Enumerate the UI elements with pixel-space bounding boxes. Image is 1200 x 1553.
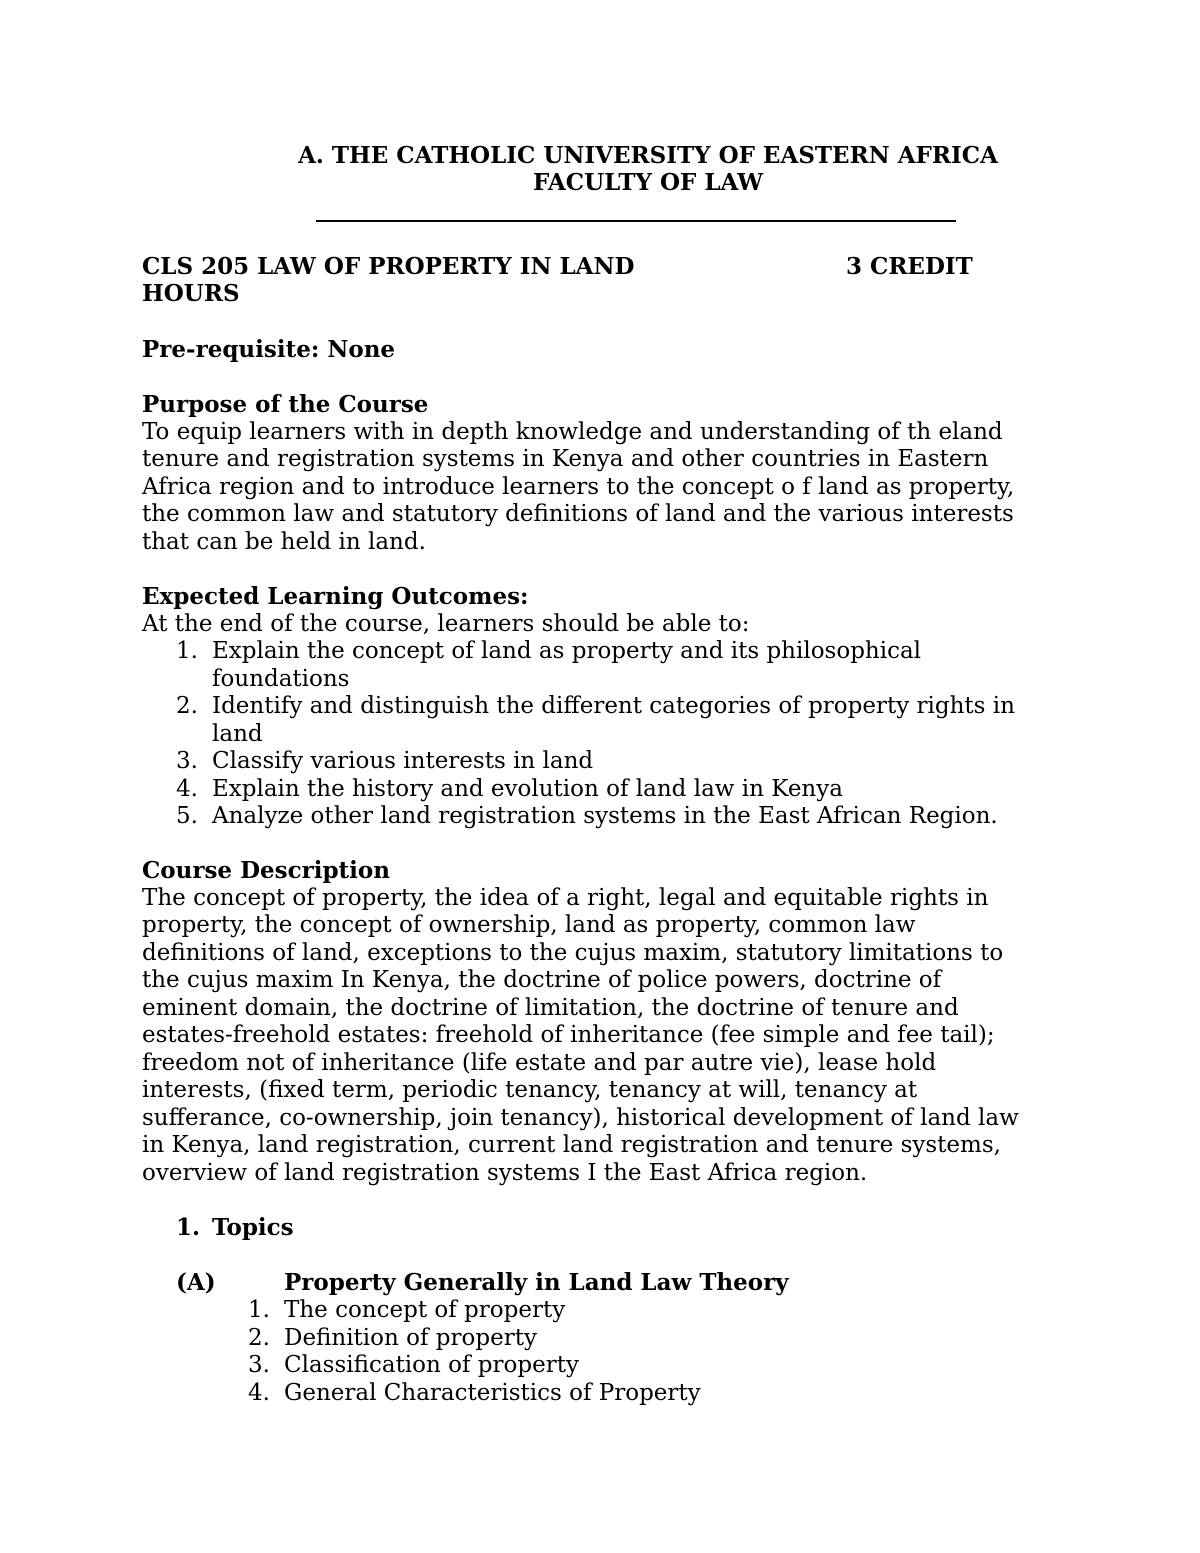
prerequisite: Pre-requisite: None	[142, 336, 396, 363]
description-line: the cujus maxim In Kenya, the doctrine of police powers, doctrine of	[142, 967, 942, 993]
course-code-title: CLS 205 LAW OF PROPERTY IN LAND	[142, 253, 635, 280]
list-number: 3.	[248, 1352, 270, 1378]
list-text: land	[212, 720, 263, 747]
purpose-section	[142, 391, 1062, 556]
list-text: Analyze other land registration systems in the East African Region.	[212, 803, 998, 829]
list-number: 1.	[176, 638, 198, 664]
list-item	[142, 693, 1062, 721]
list-item	[248, 1352, 1048, 1380]
description-line: definitions of land, exceptions to the cujus maxim, statutory limitations to	[142, 939, 1004, 966]
description-line: The concept of property, the idea of a right, legal and equitable rights in	[142, 884, 989, 911]
purpose-line: the common law and statutory definitions of land and the various interests	[142, 501, 1014, 527]
list-item	[142, 803, 1062, 831]
list-number: 1.	[248, 1297, 270, 1323]
list-number: 5.	[176, 803, 198, 829]
list-text: Classify various interests in land	[212, 748, 594, 774]
list-text: foundations	[212, 665, 350, 692]
list-text: General Characteristics of Property	[284, 1379, 701, 1406]
section-title: Property Generally in Land Law Theory	[284, 1269, 789, 1296]
list-item-continuation	[142, 666, 1062, 694]
list-text: Classification of property	[284, 1352, 579, 1378]
description-line: eminent domain, the doctrine of limitation, the doctrine of tenure and	[142, 994, 959, 1021]
topics-heading: Topics	[212, 1214, 294, 1241]
header-rule	[316, 220, 956, 222]
list-item	[142, 638, 1062, 666]
course-credits-hours: HOURS	[142, 280, 240, 307]
description-heading: Course Description	[142, 857, 390, 884]
list-text: Identify and distinguish the different categories of property rights in	[212, 693, 1015, 719]
list-item	[142, 748, 1062, 776]
list-number: 4.	[176, 775, 198, 802]
purpose-line: tenure and registration systems in Kenya and other countries in Eastern	[142, 446, 989, 472]
purpose-heading: Purpose of the Course	[142, 391, 429, 418]
faculty-title: FACULTY OF LAW	[532, 169, 764, 196]
list-number: 2.	[248, 1324, 270, 1351]
description-section	[142, 857, 1062, 1187]
list-item	[248, 1297, 1048, 1325]
outcomes-intro: At the end of the course, learners should be able to:	[142, 610, 750, 637]
description-line: interests, (fixed term, periodic tenancy, tenancy at will, tenancy at	[142, 1077, 918, 1103]
purpose-line: Africa region and to introduce learners to the concept o f land as property,	[142, 473, 1015, 500]
purpose-line: To equip learners with in depth knowledge and understanding of th eland	[142, 418, 1003, 445]
outcomes-list	[142, 638, 1062, 831]
outcomes-heading: Expected Learning Outcomes:	[142, 583, 529, 610]
description-line: in Kenya, land registration, current land registration and tenure systems,	[142, 1132, 1001, 1158]
list-item	[142, 776, 1062, 804]
list-text: The concept of property	[284, 1297, 566, 1323]
course-credits: 3 CREDIT	[846, 253, 973, 280]
description-line: estates-freehold estates: freehold of inheritance (fee simple and fee tail);	[142, 1022, 995, 1048]
list-number: 3.	[176, 748, 198, 774]
purpose-line: that can be held in land.	[142, 528, 426, 555]
list-number: 2.	[176, 693, 198, 719]
description-line: overview of land registration systems I the East Africa region.	[142, 1159, 868, 1186]
list-text: Explain the history and evolution of land law in Kenya	[212, 775, 843, 802]
topics-number: 1.	[176, 1214, 201, 1241]
list-item	[248, 1380, 1048, 1408]
description-line: sufferance, co-ownership, join tenancy), historical development of land law	[142, 1104, 1019, 1131]
list-number: 4.	[248, 1379, 270, 1406]
description-line: property, the concept of ownership, land as property, common law	[142, 912, 916, 938]
university-title: A. THE CATHOLIC UNIVERSITY OF EASTERN AFRICA	[298, 142, 998, 169]
topics-list	[248, 1297, 1048, 1407]
list-item	[248, 1325, 1048, 1353]
section-label: (A)	[176, 1269, 216, 1296]
description-line: freedom not of inheritance (life estate and par autre vie), lease hold	[142, 1049, 937, 1076]
list-item-continuation	[142, 721, 1062, 749]
outcomes-section	[142, 583, 1062, 638]
list-text: Definition of property	[284, 1324, 537, 1351]
list-text: Explain the concept of land as property and its philosophical	[212, 638, 922, 664]
